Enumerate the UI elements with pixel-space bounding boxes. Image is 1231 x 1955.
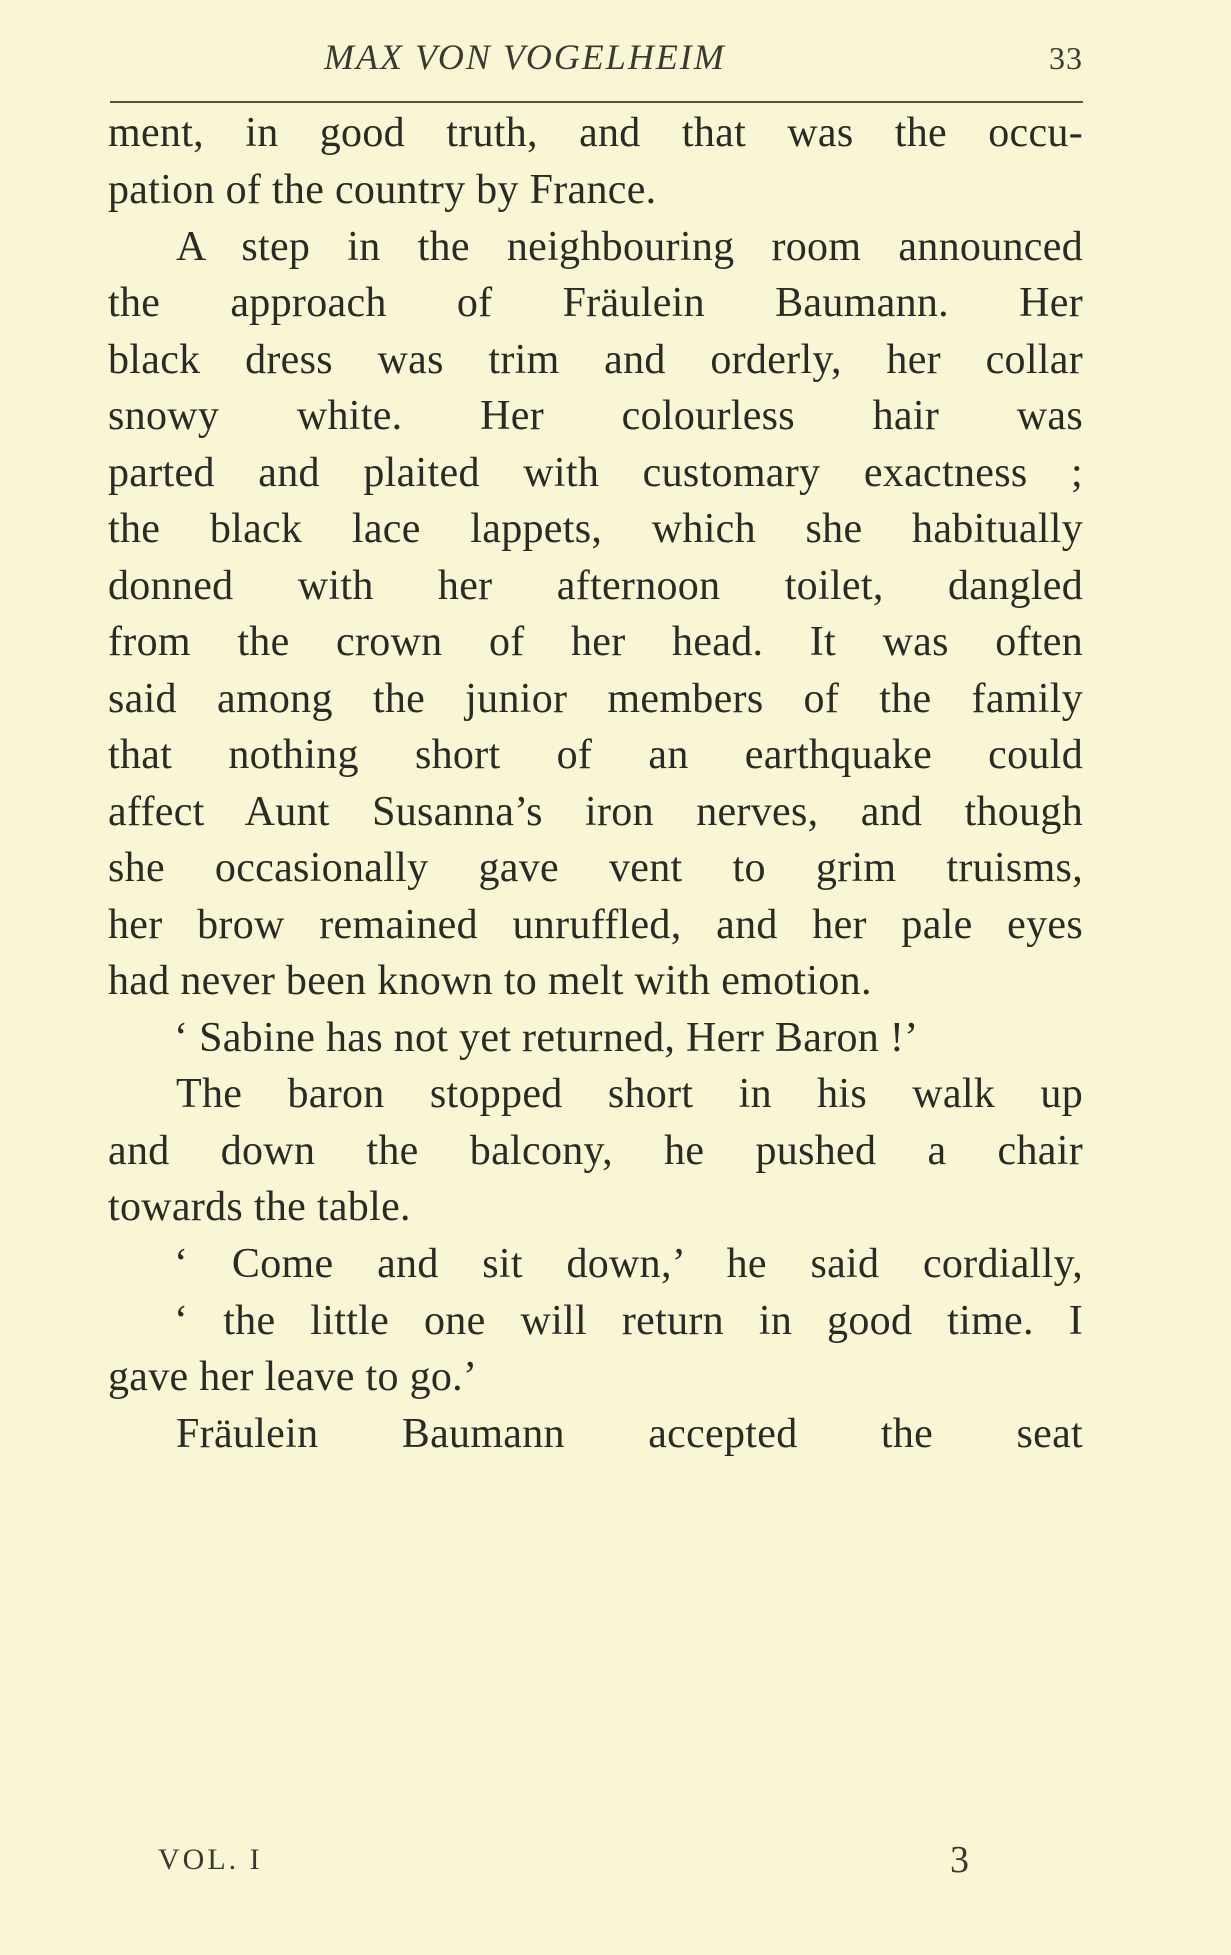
header-rule — [110, 101, 1083, 103]
body-line: gave her leave to go.’ — [108, 1354, 478, 1400]
body-line: black dress was trim and orderly, her collar — [108, 337, 1083, 383]
gathering-number: 3 — [950, 1839, 969, 1881]
body-line: ‘ the little one will return in good time. I — [174, 1298, 1083, 1344]
signature-mark: VOL. I — [158, 1843, 263, 1876]
running-head — [108, 36, 1083, 88]
body-line: donned with her afternoon toilet, dangled — [108, 563, 1083, 609]
body-line: snowy white. Her colourless hair was — [108, 393, 1083, 439]
body-line: A step in the neighbouring room announced — [176, 224, 1083, 270]
page-number: 33 — [1049, 40, 1083, 76]
body-line: ‘ Come and sit down,’ he said cordially, — [174, 1241, 1083, 1287]
running-title: MAX VON VOGELHEIM — [324, 37, 726, 77]
body-line: parted and plaited with customary exactness ; — [108, 450, 1083, 496]
body-line: had never been known to melt with emotion. — [108, 958, 872, 1004]
body-line: that nothing short of an earthquake could — [108, 732, 1083, 778]
body-line: The baron stopped short in his walk up — [176, 1071, 1083, 1117]
body-line: the black lace lappets, which she habitually — [108, 506, 1083, 552]
body-line: pation of the country by France. — [108, 167, 657, 213]
body-line: her brow remained unruffled, and her pale eyes — [108, 902, 1083, 948]
body-line: the approach of Fräulein Baumann. Her — [108, 280, 1083, 326]
body-line: ment, in good truth, and that was the occu- — [108, 110, 1083, 156]
body-line: Fräulein Baumann accepted the seat — [176, 1411, 1083, 1457]
body-line: towards the table. — [108, 1184, 411, 1230]
body-line: affect Aunt Susanna’s iron nerves, and though — [108, 789, 1083, 835]
body-line: said among the junior members of the family — [108, 676, 1083, 722]
body-line: she occasionally gave vent to grim truisms, — [108, 845, 1083, 891]
body-line: from the crown of her head. It was often — [108, 619, 1083, 665]
body-line: ‘ Sabine has not yet returned, Herr Baron !’ — [174, 1015, 919, 1061]
body-line: and down the balcony, he pushed a chair — [108, 1128, 1083, 1174]
